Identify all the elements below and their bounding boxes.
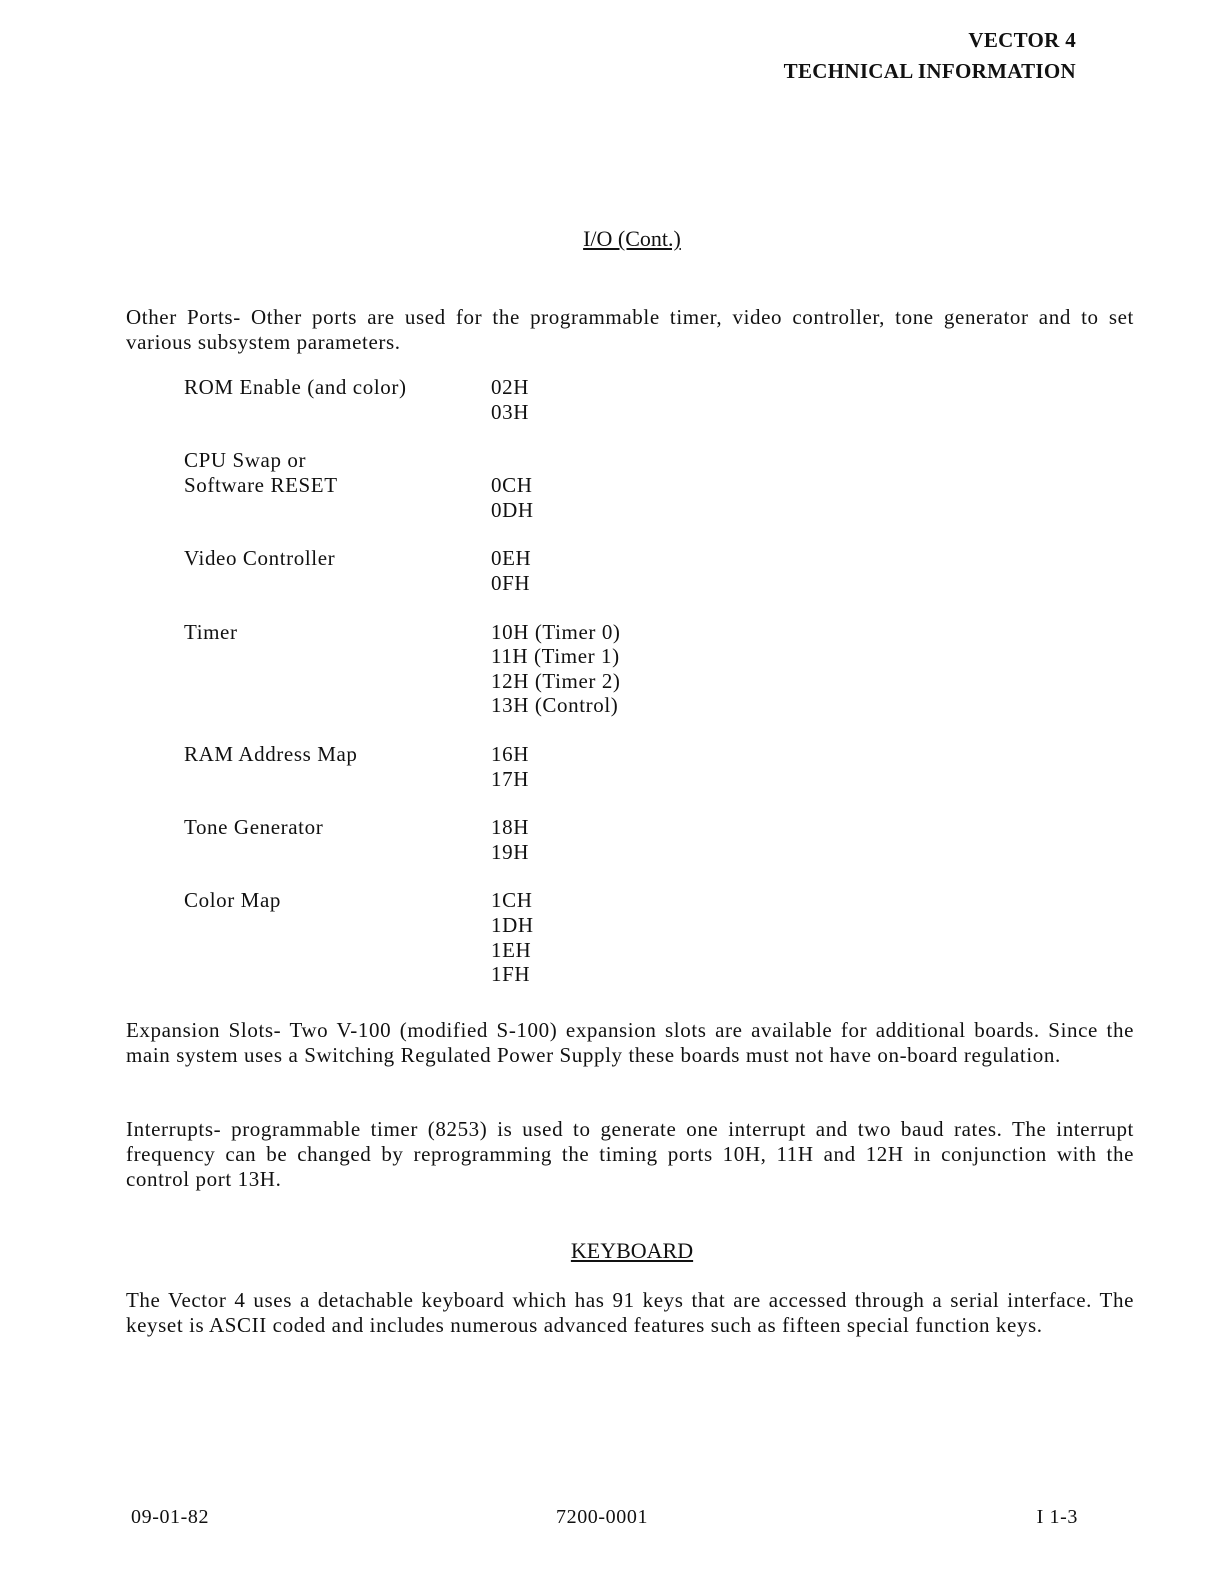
port-values (491, 815, 884, 864)
port-label: Timer (184, 619, 238, 644)
other-ports-paragraph: Other Ports- Other ports are used for the programmable timer, video controller, tone generator and to set various subsystem parameters. (126, 305, 1134, 354)
port-value: 18H (491, 815, 529, 840)
port-value: 17H (491, 766, 529, 791)
port-value: 1EH (491, 937, 532, 962)
port-label: Tone Generator (184, 815, 324, 840)
port-value: 0CH (491, 473, 533, 498)
header-title: VECTOR 4 (968, 28, 1076, 52)
port-group-timer (184, 620, 884, 718)
footer-page-number: I 1-3 (1036, 1506, 1078, 1528)
footer-doc-number: 7200-0001 (556, 1506, 649, 1528)
interrupts-paragraph: Interrupts- programmable timer (8253) is used to generate one interrupt and two baud rates. The interrupt frequency can be changed by reprogramming the timing ports 10H, 11H and 12H in conjunction with the control port 13H. (126, 1117, 1134, 1191)
port-value: 1FH (491, 962, 531, 987)
port-group-color-map (184, 888, 884, 986)
io-section-title: I/O (Cont.) (583, 226, 681, 251)
port-values (491, 448, 884, 522)
port-values (491, 888, 884, 986)
port-group-rom-enable (184, 375, 884, 424)
port-table (184, 375, 884, 1011)
port-value: 1DH (491, 912, 534, 937)
port-label: RAM Address Map (184, 741, 358, 766)
keyboard-paragraph: The Vector 4 uses a detachable keyboard which has 91 keys that are accessed through a serial interface. The keyset is ASCII coded and includes numerous advanced features such as fifteen special function keys. (126, 1288, 1134, 1337)
expansion-slots-paragraph: Expansion Slots- Two V-100 (modified S-100) expansion slots are available for additional boards. Since the main system uses a Switching Regulated Power Supply these boards must not have on-board regulation. (126, 1018, 1134, 1067)
port-value: 02H (491, 375, 529, 399)
port-group-cpu-swap (184, 448, 884, 522)
port-value: 0EH (491, 546, 532, 571)
port-value: 12H (Timer 2) (491, 668, 621, 693)
port-label: Color Map (184, 888, 281, 913)
port-group-video-controller (184, 546, 884, 595)
port-value: 0FH (491, 570, 531, 595)
port-label: Video Controller (184, 546, 336, 571)
port-value: 03H (491, 399, 529, 424)
header-subtitle: TECHNICAL INFORMATION (783, 59, 1076, 83)
port-values (491, 742, 884, 791)
footer-date: 09-01-82 (131, 1506, 210, 1528)
port-value: 19H (491, 839, 529, 864)
port-values (491, 546, 884, 595)
keyboard-section-title: KEYBOARD (570, 1238, 694, 1263)
port-group-ram-address-map (184, 742, 884, 791)
port-label: ROM Enable (and color) (184, 375, 407, 399)
port-group-tone-generator (184, 815, 884, 864)
port-value: 13H (Control) (491, 693, 619, 718)
port-value: 0DH (491, 497, 534, 522)
port-values (491, 375, 884, 424)
port-value: 10H (Timer 0) (491, 619, 621, 644)
port-value: 11H (Timer 1) (491, 644, 620, 669)
port-values (491, 620, 884, 718)
port-value: 1CH (491, 888, 533, 913)
port-label: CPU Swap or Software RESET (184, 448, 338, 498)
port-value: 16H (491, 741, 529, 766)
